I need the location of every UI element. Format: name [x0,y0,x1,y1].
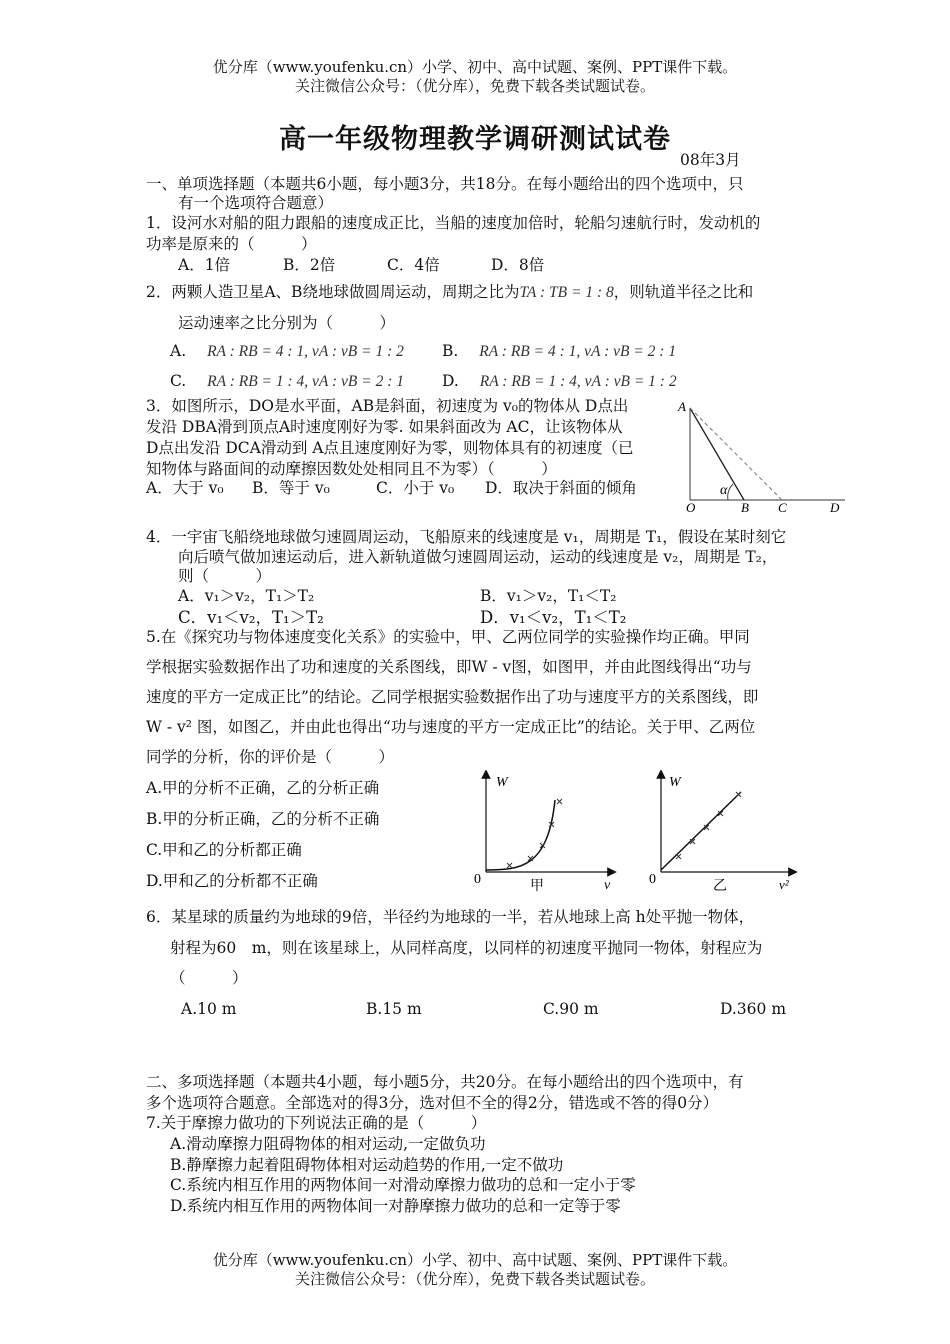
page-title: 高一年级物理教学调研测试试卷 [279,124,671,155]
q4-option-b: B．v₁＞v₂，T₁＜T₂ [480,587,617,605]
q3-option-b: B．等于 v₀ [252,479,330,497]
q3-label-d: D [830,500,840,512]
q3-label-b: B [741,500,749,512]
q2-option-d-label: D. [442,372,459,390]
q5-graph-yi-ylabel: W [669,775,681,790]
header-line-2: 关注微信公众号：（优分库），免费下载各类试题试卷。 [294,77,655,95]
q3-line1: 3．如图所示，DO是水平面，AB是斜面，初速度为 v₀的物体从 D点出 [146,397,629,415]
q1-option-d: D．8倍 [491,256,545,274]
q5-graph-yi-origin: 0 [649,872,656,887]
q6-option-a: A.10 m [181,1000,237,1018]
q5-option-c: C.甲和乙的分析都正确 [146,841,302,859]
q5-graph-yi-line [661,792,741,870]
q1-option-c: C．4倍 [387,256,440,274]
exam-date: 08年3月 [680,151,741,169]
section1-heading-line2: 有一个选项符合题意） [178,194,334,212]
q4-line2: 向后喷气做加速运动后，进入新轨道做匀速圆周运动，运动的线速度是 v₂，周期是 T₂， [178,548,778,566]
q5-line3: 速度的平方一定成正比”的结论。乙同学根据实验数据作出了功与速度平方的关系图线，即 [146,688,759,706]
q3-line2: 发沿 DBA滑到顶点A时速度刚好为零. 如果斜面改为 AC，让该物体从 [146,418,623,436]
q5-graph-jia-xlabel: v [604,878,611,893]
q6-option-c: C.90 m [543,1000,599,1018]
q3-label-alpha: α [720,483,728,498]
q7-option-c: C.系统内相互作用的两物体间一对滑动摩擦力做功的总和一定小于零 [170,1176,636,1194]
q3-label-o: O [686,500,696,512]
q5-line2: 学根据实验数据作出了功和速度的关系图线，即W - v图，如图甲，并由此图线得出“功与 [146,658,752,676]
q3-option-c: C．小于 v₀ [376,479,455,497]
q6-line1: 6．某星球的质量约为地球的9倍，半径约为地球的一半，若从地球上高 h处平抛一物体， [146,908,755,926]
q5-option-a: A.甲的分析不正确，乙的分析正确 [146,779,380,797]
q2-option-b-formula: RA : RB = 4 : 1, vA : vB = 2 : 1 [479,343,677,360]
q4-line3: 则（ ） [178,567,272,585]
header-line-1: 优分库（www.youfenku.cn）小学、初中、高中试题、案例、PPT课件下载。 [212,58,738,76]
q2-period-ratio-formula: TA : TB = 1 : 8 [519,284,614,301]
q5-graph-yi [645,770,805,895]
q3-option-d: D．取决于斜面的倾角 [485,479,637,497]
section2-heading-line2: 多个选项符合题意。全部选对的得3分，选对但不全的得2分，错选或不答的得0分） [146,1094,719,1112]
q4-option-c: C．v₁＜v₂，T₁＞T₂ [178,608,324,627]
q5-line4: W - v² 图，如图乙，并由此也得出“功与速度的平方一定成正比”的结论。关于甲、乙两位 [146,718,756,736]
q2-option-b-label: B. [442,342,459,360]
q5-graph-jia-ylabel: W [496,775,508,790]
q3-label-c: C [778,500,787,512]
q3-line3: D点出发沿 DCA滑动到 A点且速度刚好为零，则物体具有的初速度（已 [146,439,634,457]
q6-option-b: B.15 m [366,1000,422,1018]
q2-option-c [170,371,404,392]
q3-label-a: A [678,399,686,414]
q3-incline-figure [670,396,850,512]
q7-line1: 7.关于摩擦力做功的下列说法正确的是（ ） [146,1114,487,1132]
q1-option-a: A．1倍 [178,256,231,274]
q5-option-d: D.甲和乙的分析都不正确 [146,872,318,890]
q7-option-a: A.滑动摩擦力阻碍物体的相对运动,一定做负功 [170,1135,486,1153]
q1-line1: 1．设河水对船的阻力跟船的速度成正比，当船的速度加倍时，轮船匀速航行时，发动机的 [146,214,761,232]
q2-option-c-formula: RA : RB = 1 : 4, vA : vB = 2 : 1 [207,373,404,390]
q2-line1-text-a: 2．两颗人造卫星A、B绕地球做圆周运动，周期之比为 [146,283,520,301]
q2-option-b [442,341,676,362]
q5-graph-jia [470,770,620,895]
q1-option-b: B．2倍 [283,256,336,274]
q5-graph-jia-origin: 0 [474,872,481,887]
q4-line1: 4．一宇宙飞船绕地球做匀速圆周运动，飞船原来的线速度是 v₁，周期是 T₁，假设在某时刻它 [146,528,787,546]
q2-option-a [170,341,404,362]
q5-graph-jia-curve [486,800,555,870]
q5-graph-yi-caption: 乙 [713,879,727,894]
q4-option-a: A．v₁＞v₂，T₁＞T₂ [178,587,315,605]
q2-option-a-formula: RA : RB = 4 : 1, vA : vB = 1 : 2 [207,343,404,360]
q2-line2: 运动速率之比分别为（ ） [178,314,396,332]
q4-option-d: D．v₁＜v₂，T₁＜T₂ [480,608,627,627]
q7-option-d: D.系统内相互作用的两物体间一对静摩擦力做功的总和一定等于零 [170,1197,621,1215]
q5-graph-yi-xlabel: v² [779,877,789,892]
section2-heading-line1: 二、多项选择题（本题共4小题，每小题5分，共20分。在每小题给出的四个选项中，有 [146,1073,744,1091]
footer-line-1: 优分库（www.youfenku.cn）小学、初中、高中试题、案例、PPT课件下载。 [212,1251,738,1269]
q5-line5: 同学的分析，你的评价是（ ） [146,748,395,766]
q3-option-a: A．大于 v₀ [146,479,224,497]
footer-line-2: 关注微信公众号：（优分库），免费下载各类试题试卷。 [294,1270,655,1288]
q5-graph-jia-caption: 甲 [530,879,544,894]
q2-option-a-label: A. [170,342,187,360]
q3-line4: 知物体与路面间的动摩擦因数处处相同且不为零）（ ） [146,460,557,478]
q5-line1: 5.在《探究功与物体速度变化关系》的实验中，甲、乙两位同学的实验操作均正确。甲同 [146,628,750,646]
q2-line1 [146,282,753,303]
q2-option-d [442,371,677,392]
q2-option-c-label: C. [170,372,187,390]
q5-option-b: B.甲的分析正确，乙的分析不正确 [146,810,380,828]
q2-option-d-formula: RA : RB = 1 : 4, vA : vB = 1 : 2 [479,373,677,390]
q1-line2: 功率是原来的（ ） [146,235,317,253]
q6-option-d: D.360 m [720,1000,787,1018]
section1-heading-line1: 一、单项选择题（本题共6小题，每小题3分，共18分。在每小题给出的四个选项中，只 [146,175,744,193]
q6-line2: 射程为60 m，则在该星球上，从同样高度，以同样的初速度平抛同一物体，射程应为 [170,939,763,957]
q2-line1-text-b: ，则轨道半径之比和 [613,283,754,301]
q6-line3: （ ） [170,969,248,987]
q3-angle-arc [728,484,733,500]
q7-option-b: B.静摩擦力起着阻碍物体相对运动趋势的作用,一定不做功 [170,1156,564,1174]
